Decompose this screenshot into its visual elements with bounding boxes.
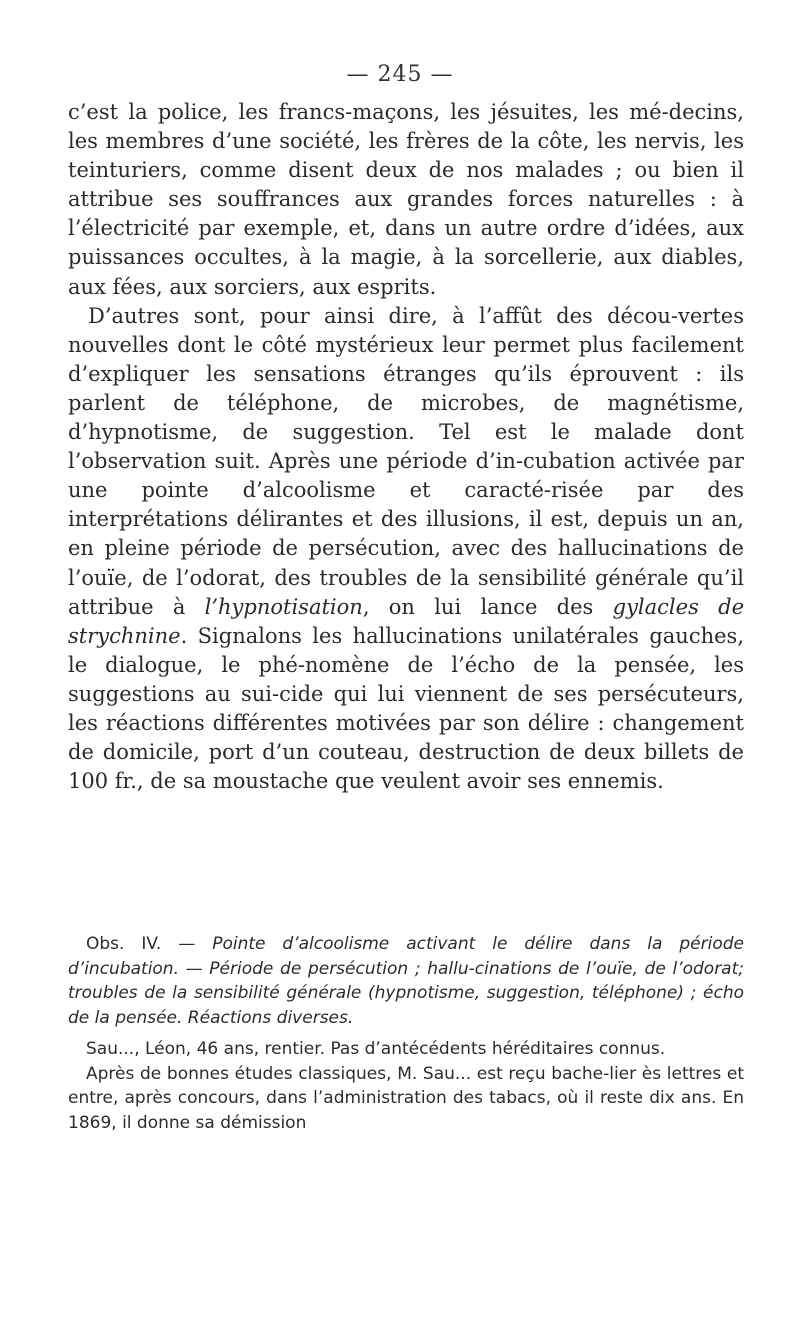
observation-title: Pointe d’alcoolisme activant le délire dans la période d’incubation. — Période de persécution ; hallu-cinations de l’ouïe, de l’odorat; troubles de la sensibilité générale (hypnotisme, suggestion, téléphone) ; écho de la pensée. Réactions diverses. — [68, 934, 744, 1028]
emphasis-strychnine: gylacles de strychnine — [68, 594, 745, 648]
observation-paragraph-1: Sau..., Léon, 46 ans, rentier. Pas d’antécédents héréditaires connus. — [86, 1039, 666, 1059]
observation-heading — [68, 932, 744, 1030]
paragraph-2-part-b: , on lui lance des — [362, 594, 613, 619]
paragraph-2 — [68, 302, 744, 797]
observation-paragraph-2: Après de bonnes études classiques, M. Sau... est reçu bache-lier ès lettres et entre, après concours, dans l’administration des tabacs, où il reste dix ans. En 1869, il donne sa démission — [68, 1063, 744, 1133]
observation-section — [68, 932, 744, 1135]
observation-label: Obs. IV. — [86, 934, 162, 954]
paragraph-1: c’est la police, les francs-maçons, les jésuites, les mé-decins, les membres d’une société, les frères de la côte, les nervis, les teinturiers, comme disent deux de nos malades ; ou bien il attribue ses souffrances aux grandes forces naturelles : à l’électricité par exemple, et, dans un autre ordre d’idées, aux puissances occultes, à la magie, à la sorcellerie, aux diables, aux fées, aux sorciers, aux esprits. — [68, 100, 744, 299]
observation-dash: — — [161, 934, 213, 954]
main-text — [68, 98, 744, 796]
paragraph-2-part-a: D’autres sont, pour ainsi dire, à l’affût des décou-vertes nouvelles dont le côté mystérieux leur permet plus facilement d’expliquer les sensations étranges qu’ils éprouvent : ils parlent de téléphone, de microbes, de magnétisme, d’hypnotisme, de suggestion. Tel est le malade dont l’observation suit. Après une période d’in-cubation activée par une pointe d’alcoolisme et caracté-risée par des interprétations délirantes et des illusions, il est, depuis un an, en pleine période de persécution, avec des hallucinations de l’ouïe, de l’odorat, des troubles de la sensibilité générale qu’il attribue à — [68, 303, 744, 619]
paragraph-2-part-c: . Signalons les hallucinations unilatérales gauches, le dialogue, le phé-nomène de l’écho de la pensée, les suggestions au sui-cide qui lui viennent de ses persécuteurs, les réactions différentes motivées par son délire : changement de domicile, port d’un couteau, destruction de deux billets de 100 fr., de sa moustache que veulent avoir ses ennemis. — [68, 623, 744, 794]
emphasis-hypnotisation: l’hypnotisation — [204, 594, 363, 619]
page-number: — 245 — — [346, 62, 454, 87]
